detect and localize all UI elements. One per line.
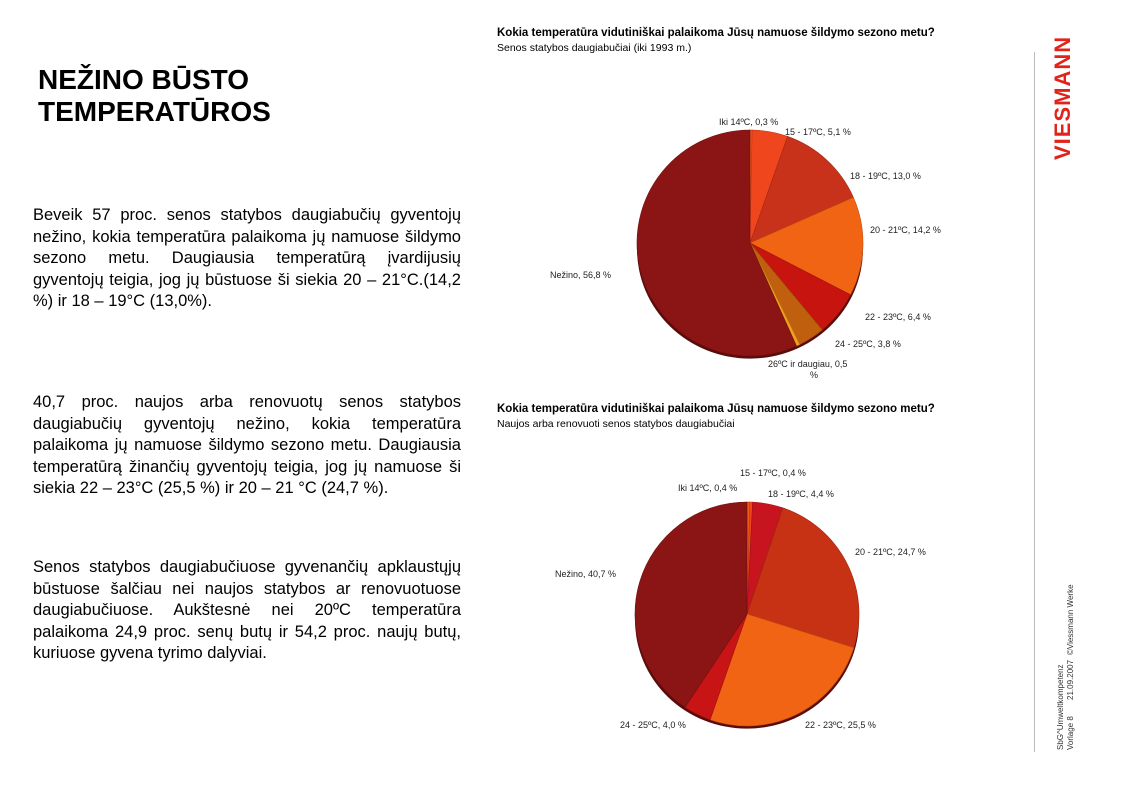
footer-date: 21.09.2007 <box>1066 659 1075 700</box>
pie-chart-new-buildings <box>490 400 1030 745</box>
pie-label-3: 20 - 21ºC, 24,7 % <box>855 547 926 557</box>
pie-label-1: 15 - 17ºC, 5,1 % <box>785 127 851 137</box>
pie-chart-old-svg <box>490 24 1030 389</box>
pie-label-7: Nežino, 56,8 % <box>550 270 612 280</box>
chart-title: Kokia temperatūra vidutiniškai palaikoma Jūsų namuose šildymo sezono metu? <box>497 403 935 415</box>
pie-chart-old-buildings <box>490 24 1030 389</box>
chart-subtitle: Senos statybos daugiabučiai (iki 1993 m.) <box>497 42 692 54</box>
pie-label-5: 24 - 25ºC, 4,0 % <box>620 720 686 730</box>
footer-copyright: ©Viessmann Werke <box>1066 584 1075 655</box>
viessmann-logo: VIESMANN <box>1050 35 1075 160</box>
pie-label-2: 18 - 19ºC, 13,0 % <box>850 171 921 181</box>
pie-label-6: Nežino, 40,7 % <box>555 569 617 579</box>
chart-title: Kokia temperatūra vidutiniškai palaikoma Jūsų namuose šildymo sezono metu? <box>497 27 935 39</box>
pie-label-4: 22 - 23ºC, 6,4 % <box>865 312 931 322</box>
page-title: NEŽINO BŪSTO TEMPERATŪROS <box>38 64 271 127</box>
pie-label-1: 15 - 17ºC, 0,4 % <box>740 468 806 478</box>
pie-label-0: Iki 14ºC, 0,4 % <box>678 483 738 493</box>
paragraph-old-buildings: Beveik 57 proc. senos statybos daugiabučių gyventojų nežino, kokia temperatūra palaikoma jų namuose šildymo sezono metu. Daugiausia temperatūrą įvardijusių gyventojų teigia, jog jų būstuose ši siekia 20 – 21°C.(14,2 %) ir 18 – 19°C (13,0%). <box>33 206 461 310</box>
pie-label-5: 24 - 25ºC, 3,8 % <box>835 339 901 349</box>
footer-dept: SbG^Umweltkompetenz <box>1056 664 1065 750</box>
paragraph-comparison: Senos statybos daugiabučiuose gyvenančių apklaustųjų būstuose šalčiau nei naujos statybos ar renovuotuose daugiabučiuose. Aukštesnė nei 20ºC temperatūra palaikoma 24,9 proc. senų butų ir 54,2 proc. naujų butų, kuriuose gyvena tyrimo dalyviai. <box>33 558 461 662</box>
pie-label-2: 18 - 19ºC, 4,4 % <box>768 489 834 499</box>
pie-chart-new-svg <box>490 400 1030 745</box>
pie-label-4: 22 - 23ºC, 25,5 % <box>805 720 876 730</box>
chart-subtitle: Naujos arba renovuoti senos statybos daugiabučiai <box>497 418 735 430</box>
paragraph-new-buildings: 40,7 proc. naujos arba renovuotų senos statybos daugiabučių gyventojų nežino, kokia temperatūra palaikoma jų namuose šildymo sezono metu. Daugiausia temperatūrą žinančių gyventojų teigia, jog jų namuose ši siekia 22 – 23°C (25,5 %) ir 20 – 21 °C (24,7 %). <box>33 393 461 497</box>
footer-slide: Vorlage 8 <box>1066 716 1075 750</box>
pie-label-0: Iki 14ºC, 0,3 % <box>719 117 779 127</box>
divider-line <box>1034 52 1035 752</box>
pie-label-6: 26ºC ir daugiau, 0,5 % <box>768 359 848 380</box>
pie-label-3: 20 - 21ºC, 14,2 % <box>870 225 941 235</box>
